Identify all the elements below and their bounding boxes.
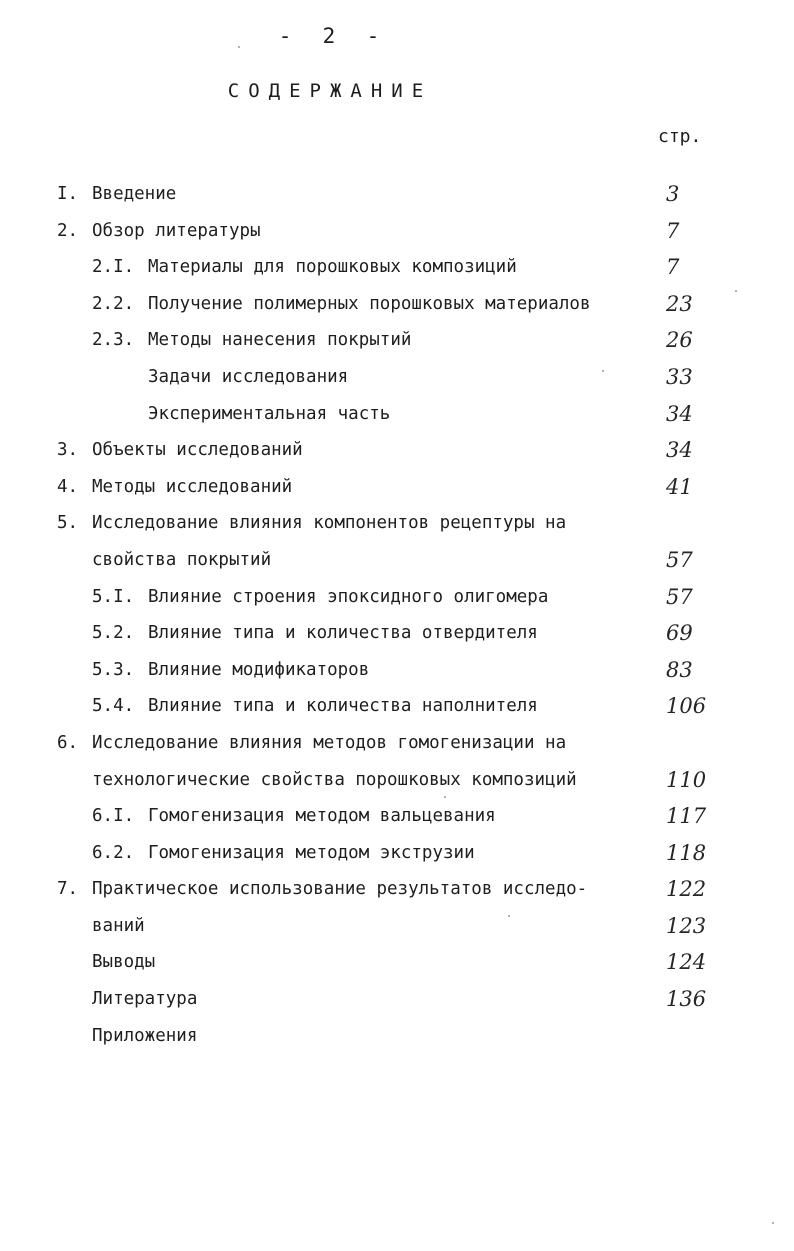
toc-entry-title: Методы исследований [92, 476, 293, 497]
toc-entry [0, 322, 794, 359]
toc-entry-number: 3. [57, 440, 79, 461]
toc-entry-title: технологические свойства порошковых композиций [92, 769, 577, 790]
toc-entry-title: Экспериментальная часть [148, 403, 391, 424]
toc-entry-number: 6.I. [92, 806, 135, 827]
toc-entry-title: Влияние типа и количества наполнителя [148, 696, 538, 717]
toc-entry-page: 106 [666, 694, 707, 719]
toc-entry-title: Литература [92, 989, 198, 1010]
toc-entry [0, 652, 794, 689]
toc-entry-page: 117 [666, 804, 707, 829]
scan-speck [238, 46, 240, 48]
toc-entry-number: 5.2. [92, 623, 135, 644]
toc-entry-page: 123 [666, 913, 707, 938]
toc-entry [0, 688, 794, 725]
toc-entry-number: 2.I. [92, 257, 135, 278]
toc-entry [0, 835, 794, 872]
toc-entry [0, 615, 794, 652]
toc-entry-number: 5.I. [92, 586, 135, 607]
scan-speck [735, 290, 737, 292]
toc-entry-number: 5. [57, 513, 79, 534]
toc-entry-number: 2.2. [92, 293, 135, 314]
toc-entry [0, 359, 794, 396]
toc-entry-page: 26 [666, 328, 693, 353]
toc-entry [0, 1018, 794, 1055]
toc-entry-page: 69 [666, 621, 693, 646]
toc-entry [0, 176, 794, 213]
table-of-contents [0, 176, 794, 1054]
toc-entry-page: 136 [666, 987, 707, 1012]
toc-entry-page: 110 [666, 767, 707, 792]
toc-entry-number: 6. [57, 732, 79, 753]
toc-entry-page: 57 [666, 584, 693, 609]
toc-entry-title: Задачи исследования [148, 366, 349, 387]
toc-entry-page: 124 [666, 950, 707, 975]
toc-entry-title: Исследование влияния методов гомогенизации на [92, 732, 567, 753]
toc-entry [0, 469, 794, 506]
toc-entry-page: 122 [666, 877, 707, 902]
toc-entry-number: 6.2. [92, 842, 135, 863]
toc-entry-number: 2. [57, 220, 79, 241]
toc-entry-title: Влияние строения эпоксидного олигомера [148, 586, 549, 607]
toc-entry-page: 34 [666, 401, 693, 426]
toc-entry-page: 34 [666, 438, 693, 463]
toc-entry [0, 213, 794, 250]
scan-speck [444, 796, 446, 798]
toc-entry-page: 118 [666, 840, 707, 865]
toc-entry-page: 33 [666, 364, 693, 389]
toc-entry-page: 83 [666, 657, 693, 682]
toc-entry-title: Материалы для порошковых композиций [148, 257, 517, 278]
toc-entry-title: Обзор литературы [92, 220, 261, 241]
toc-entry-page: 7 [666, 218, 680, 243]
scan-speck [602, 370, 604, 372]
toc-entry [0, 908, 794, 945]
toc-entry [0, 762, 794, 799]
toc-entry-page: 57 [666, 547, 693, 572]
toc-entry-number: 4. [57, 476, 79, 497]
toc-entry-title: Объекты исследований [92, 440, 303, 461]
toc-entry [0, 871, 794, 908]
toc-entry-number: 7. [57, 879, 79, 900]
toc-entry-number: 5.4. [92, 696, 135, 717]
toc-entry-page: 7 [666, 255, 680, 280]
toc-entry [0, 944, 794, 981]
toc-entry-number: I. [57, 184, 79, 204]
toc-entry-title: Методы нанесения покрытий [148, 330, 412, 351]
toc-entry-number: 2.3. [92, 330, 135, 351]
scan-speck [508, 915, 510, 917]
page-number: - 2 - [278, 24, 382, 48]
toc-entry-title: Исследование влияния компонентов рецептуры на [92, 513, 567, 534]
toc-entry-title: Практическое использование результатов исследо- [92, 879, 588, 900]
toc-entry [0, 432, 794, 469]
toc-entry-title: ваний [92, 915, 145, 936]
toc-entry-title: Гомогенизация методом вальцевания [148, 806, 496, 827]
page-column-label: стр. [658, 126, 702, 147]
toc-entry [0, 286, 794, 323]
toc-entry [0, 542, 794, 579]
toc-entry-title: Влияние типа и количества отвердителя [148, 623, 538, 644]
toc-entry [0, 396, 794, 433]
toc-entry-page: 41 [666, 474, 693, 499]
toc-entry-title: Влияние модификаторов [148, 659, 370, 680]
toc-entry-page: 3 [666, 182, 680, 206]
toc-entry-title: свойства покрытий [92, 549, 272, 570]
scan-speck [772, 1222, 774, 1224]
toc-entry-number: 5.3. [92, 659, 135, 680]
toc-entry [0, 505, 794, 542]
toc-entry [0, 798, 794, 835]
toc-entry [0, 579, 794, 616]
toc-entry-title: Гомогенизация методом экструзии [148, 842, 475, 863]
toc-entry-title: Приложения [92, 1025, 198, 1046]
toc-entry [0, 249, 794, 286]
toc-entry [0, 725, 794, 762]
toc-entry-title: Выводы [92, 952, 156, 973]
toc-entry-title: Получение полимерных порошковых материалов [148, 293, 591, 314]
toc-entry [0, 981, 794, 1018]
toc-entry-title: Введение [92, 184, 177, 204]
page-title: СОДЕРЖАНИЕ [227, 80, 433, 102]
toc-entry-page: 23 [666, 291, 693, 316]
